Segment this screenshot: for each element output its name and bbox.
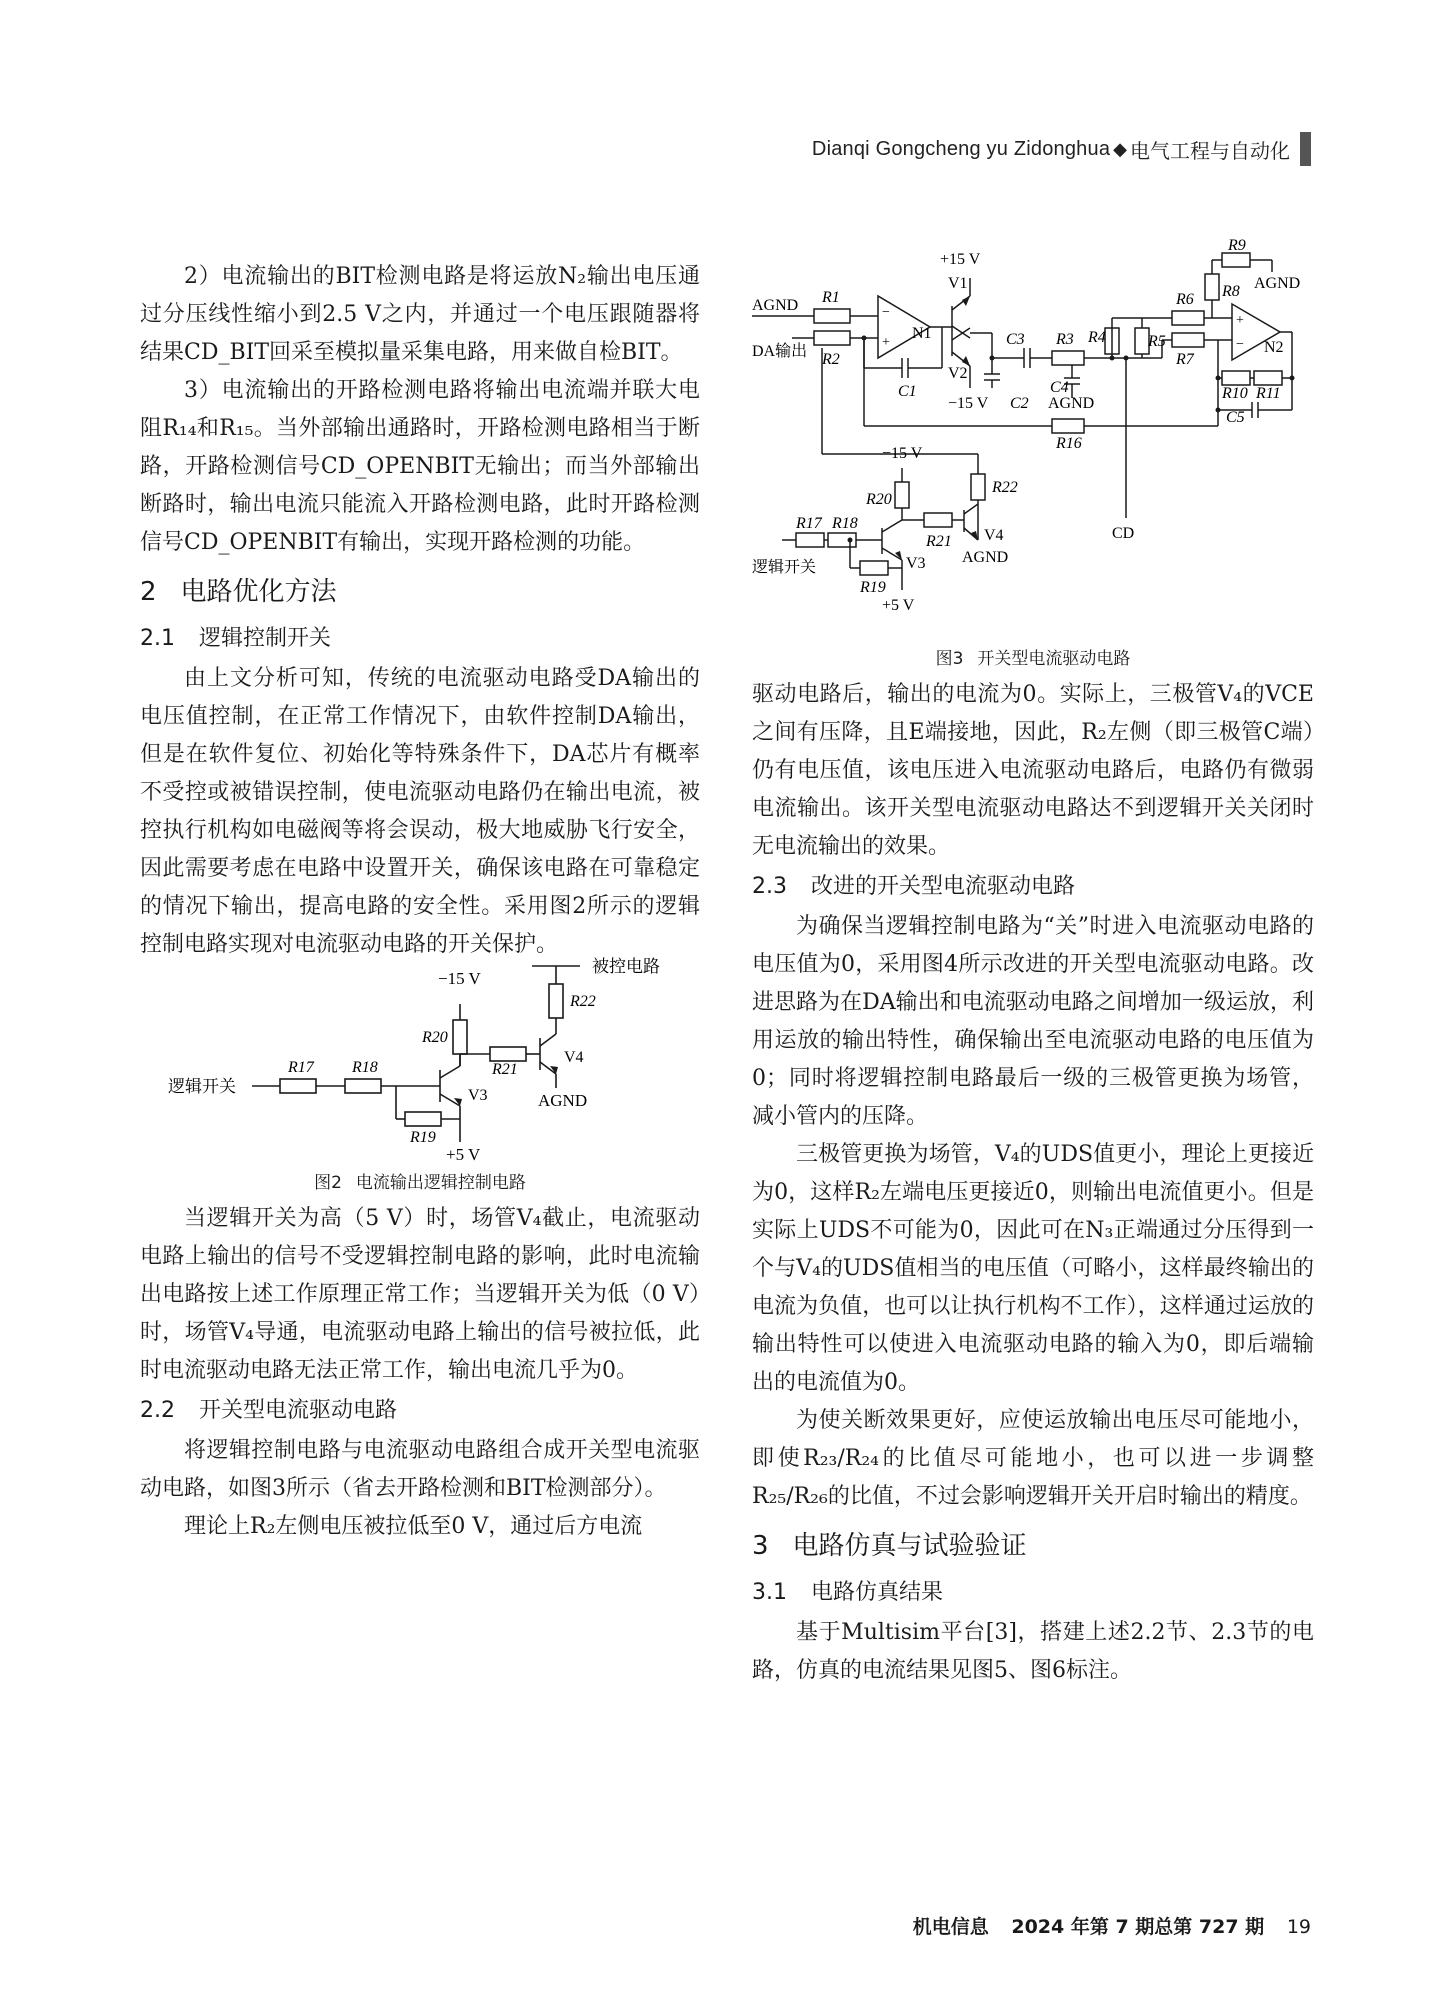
r20-label: R20 xyxy=(866,491,892,508)
r11-label: R11 xyxy=(1256,385,1281,402)
r21-label: R21 xyxy=(926,533,952,550)
paragraph: 理论上R₂左侧电压被拉低至0 V，通过后方电流 xyxy=(184,1514,643,1539)
agnd-label-2: AGND xyxy=(1048,395,1095,412)
neg15v-label-1: −15 V xyxy=(948,395,989,412)
r22-label: R22 xyxy=(570,993,596,1010)
cd-label: CD xyxy=(1112,525,1135,542)
r10-label: R10 xyxy=(1222,385,1248,402)
running-header xyxy=(812,132,1311,166)
agnd-label: AGND xyxy=(538,1091,588,1110)
subsection-heading-2-2: 2.2 开关型电流驱动电路 xyxy=(140,1398,398,1423)
n2-label: N2 xyxy=(1264,339,1284,356)
v4-label: V4 xyxy=(984,527,1004,544)
agnd-label-3: AGND xyxy=(1254,275,1301,292)
paragraph: 当逻辑开关为高（5 V）时，场管V₄截止，电流驱动电路上输出的信号不受逻辑控制电路的影响，此时电流输出电路按上述工作原理正常工作；当逻辑开关为低（0 V）时，场管V₄导通，电流驱动电路上输出的信号被拉低，此时电流驱动电路无法正常工作，输出电流几乎为0。 xyxy=(140,1206,700,1383)
logic-switch-label: 逻辑开关 xyxy=(168,1077,236,1096)
r8-label: R8 xyxy=(1222,283,1240,300)
pos5v-label: +5 V xyxy=(882,597,915,614)
r21-label: R21 xyxy=(492,1061,518,1078)
journal-name-cn: 电气工程与自动化 xyxy=(1130,140,1290,163)
da-output-label: DA输出 xyxy=(752,343,808,360)
section-heading-3: 3 电路仿真与试验验证 xyxy=(752,1531,1027,1561)
v2-label: V2 xyxy=(948,365,968,382)
agnd-label-1: AGND xyxy=(752,297,799,314)
paragraph: 为使关断效果更好，应使运放输出电压尽可能地小，即使R₂₃/R₂₄的比值尽可能地小，也可以进一步调整R₂₅/R₂₆的比值，不过会影响逻辑开关开启时输出的精度。 xyxy=(752,1408,1314,1509)
r4-label: R4 xyxy=(1088,329,1106,346)
subsection-heading-2-3: 2.3 改进的开关型电流驱动电路 xyxy=(752,874,1076,899)
journal-title: 机电信息 xyxy=(912,1916,989,1938)
paragraph: 基于Multisim平台[3]，搭建上述2.2节、2.3节的电路，仿真的电流结果见图5、图6标注。 xyxy=(752,1620,1314,1683)
r7-label: R7 xyxy=(1176,351,1194,368)
r1-label: R1 xyxy=(822,289,840,306)
c4-label: C4 xyxy=(1050,379,1069,396)
plus-sign-n2: + xyxy=(1236,313,1244,328)
issue-info: 2024 年第 7 期总第 727 期 xyxy=(1011,1916,1265,1938)
figure-3-caption: 图3 开关型电流驱动电路 xyxy=(935,649,1131,669)
logic-switch-label: 逻辑开关 xyxy=(752,559,817,576)
r17-label: R17 xyxy=(796,515,822,532)
subsection-heading-3-1: 3.1 电路仿真结果 xyxy=(752,1580,944,1605)
c5-label: C5 xyxy=(1226,409,1245,426)
diamond-icon: ◆ xyxy=(1113,138,1127,159)
paragraph: 驱动电路后，输出的电流为0。实际上，三极管V₄的VCE之间有压降，且E端接地，因此，R₂左侧（即三极管C端）仍有电压值，该电压进入电流驱动电路后，电路仍有微弱电流输出。该开关型电流驱动电路达不到逻辑开关关闭时无电流输出的效果。 xyxy=(752,682,1314,859)
paragraph: 三极管更换为场管，V₄的UDS值更小，理论上更接近为0，这样R₂左端电压更接近0，则输出电流值更小。但是实际上UDS不可能为0，因此可在N₃正端通过分压得到一个与V₄的UDS值相当的电压值（可略小，这样最终输出的电流为负值，也可以让执行机构不工作），这样通过运放的输出特性可以使进入电流驱动电路的输入为0，即后端输出的电流值为0。 xyxy=(752,1142,1314,1395)
circuit-diagram-fig2 xyxy=(140,957,700,1164)
r19-label: R19 xyxy=(860,579,886,596)
r19-label: R19 xyxy=(410,1129,436,1146)
neg15v-label-2: −15 V xyxy=(882,445,923,462)
c1-label: C1 xyxy=(898,383,917,400)
left-column xyxy=(140,258,700,1546)
v3-label: V3 xyxy=(468,1087,488,1104)
paragraph: 将逻辑控制电路与电流驱动电路组合成开关型电流驱动电路，如图3所示（省去开路检测和BIT检测部分）。 xyxy=(140,1438,700,1501)
figure-3 xyxy=(752,237,1314,672)
c2-label: C2 xyxy=(1010,395,1029,412)
c3-label: C3 xyxy=(1006,331,1025,348)
n1-label: N1 xyxy=(912,325,932,342)
pos5v-label: +5 V xyxy=(446,1145,481,1164)
r5-label: R5 xyxy=(1148,333,1166,350)
minus-sign: + xyxy=(882,335,890,350)
subsection-heading-2-1: 2.1 逻辑控制开关 xyxy=(140,626,332,651)
page-number: 19 xyxy=(1286,1916,1311,1938)
r18-label: R18 xyxy=(352,1059,378,1076)
r22-label: R22 xyxy=(992,479,1018,496)
header-bar-icon xyxy=(1300,132,1311,166)
r18-label: R18 xyxy=(832,515,858,532)
figure-2 xyxy=(140,957,700,1196)
section-heading-2: 2 电路优化方法 xyxy=(140,577,337,607)
r9-label: R9 xyxy=(1228,237,1246,254)
neg15v-label: −15 V xyxy=(438,969,481,988)
paragraph: 2）电流输出的BIT检测电路是将运放N₂输出电压通过分压线性缩小到2.5 V之内，并通过一个电压跟随器将结果CD_BIT回采至模拟量采集电路，用来做自检BIT。 xyxy=(140,264,700,365)
controlled-circuit-label: 被控电路 xyxy=(592,957,660,976)
paragraph: 由上文分析可知，传统的电流驱动电路受DA输出的电压值控制，在正常工作情况下，由软件控制DA输出，但是在软件复位、初始化等特殊条件下，DA芯片有概率不受控或被错误控制，使电流驱动电路仍在输出电流，被控执行机构如电磁阀等将会误动，极大地威胁飞行安全，因此需要考虑在电路中设置开关，确保该电路在可靠稳定的情况下输出，提高电路的安全性。采用图2所示的逻辑控制电路实现对电流驱动电路的开关保护。 xyxy=(140,666,700,957)
plus-sign: − xyxy=(882,305,890,320)
right-column xyxy=(752,237,1314,1690)
pos15v-label: +15 V xyxy=(940,251,981,268)
paragraph: 3）电流输出的开路检测电路将输出电流端并联大电阻R₁₄和R₁₅。当外部输出通路时，开路检测电路相当于断路，开路检测信号CD_OPENBIT无输出；而当外部输出断路时，输出电流只能流入开路检测电路，此时开路检测信号CD_OPENBIT有输出，实现开路检测的功能。 xyxy=(140,378,700,555)
r3-label: R3 xyxy=(1056,331,1074,348)
journal-pinyin: Dianqi Gongcheng yu Zidonghua xyxy=(811,137,1111,160)
v1-label: V1 xyxy=(948,275,968,292)
v4-label: V4 xyxy=(564,1049,584,1066)
circuit-diagram-fig3 xyxy=(752,237,1314,648)
r16-label: R16 xyxy=(1056,435,1082,452)
r2-label: R2 xyxy=(822,351,840,368)
v3-label: V3 xyxy=(906,555,926,572)
minus-sign-n2: − xyxy=(1236,337,1244,352)
page-footer xyxy=(897,1912,1311,1939)
figure-2-caption: 图2 电流输出逻辑控制电路 xyxy=(314,1173,526,1193)
agnd-label-4: AGND xyxy=(962,549,1009,566)
paragraph: 为确保当逻辑控制电路为“关”时进入电流驱动电路的电压值为0，采用图4所示改进的开关型电流驱动电路。改进思路为在DA输出和电流驱动电路之间增加一级运放，利用运放的输出特性，确保输出至电流驱动电路的电压值为0；同时将逻辑控制电路最后一级的三极管更换为场管，减小管内的压降。 xyxy=(752,914,1314,1129)
r17-label: R17 xyxy=(288,1059,314,1076)
r20-label: R20 xyxy=(422,1029,448,1046)
r6-label: R6 xyxy=(1176,291,1194,308)
